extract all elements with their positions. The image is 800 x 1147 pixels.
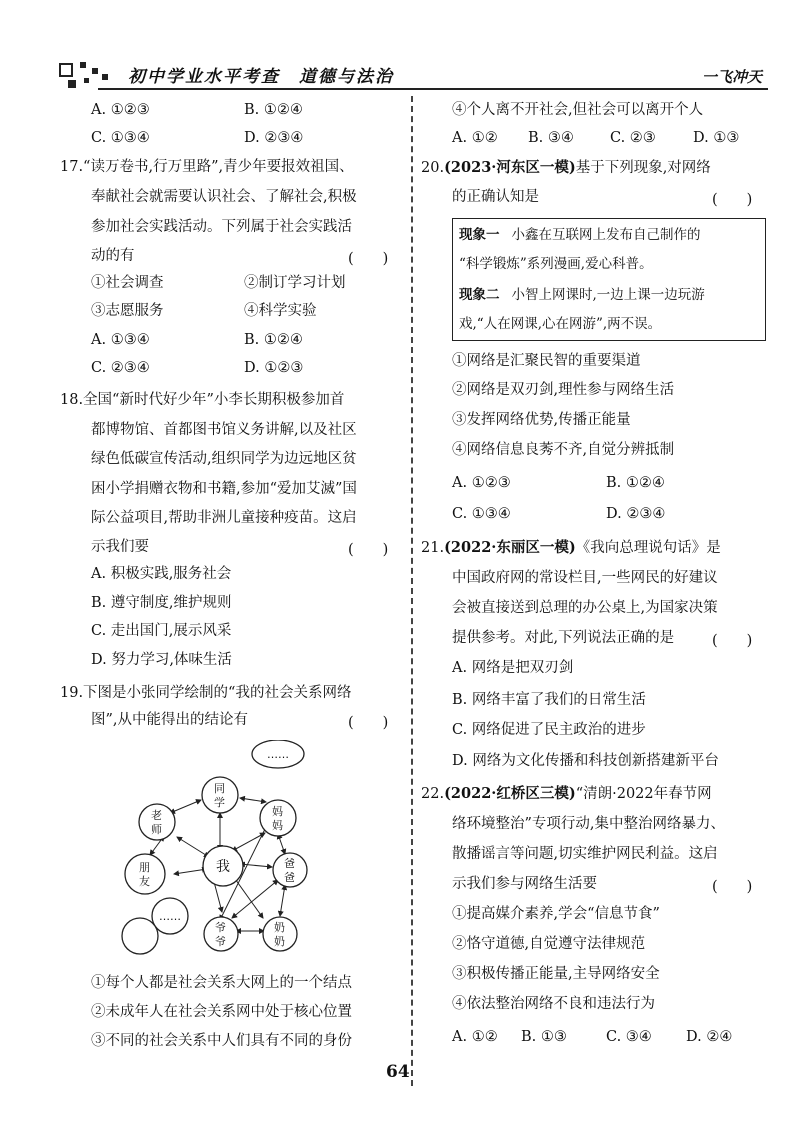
q22-item: ②恪守道德,自觉遵守法律规范 [452,936,646,952]
q19-answer-paren: ( ) [348,715,389,731]
q19-option-c: C. ②③ [610,130,656,146]
q17-line: 奉献社会就需要认识社会、了解社会,积极 [91,189,357,205]
node-friend [125,854,165,894]
q22-answer-paren: ( ) [712,879,753,895]
q22-number: 22. [421,786,445,802]
q19-option-d: D. ①③ [693,130,740,146]
q19-line: 图”,从中能得出的结论有 [91,712,249,728]
q21-option-d: D. 网络为文化传播和科技创新搭建新平台 [452,753,719,769]
q17-line: 17.“读万卷书,行万里路”,青少年要报效祖国、 [60,159,354,175]
q16-option-d: D. ②③④ [244,130,304,146]
diagram-empty-circle [122,918,158,954]
node-label: 友 [139,875,150,888]
q16-option-b: B. ①②④ [244,102,303,118]
q20-line: 的正确认知是 [452,189,539,205]
q22-item: ①提高媒介素养,学会“信息节食” [452,906,660,922]
q21-option-c: C. 网络促进了民主政治的进步 [452,722,646,738]
q21-option-b: B. 网络丰富了我们的日常生活 [452,692,646,708]
q17-option-b: B. ①②④ [244,332,303,348]
q22-line: 示我们参与网络生活要 [452,876,597,892]
node-label: 师 [151,823,162,836]
header-rule [98,88,768,90]
q20-option-a: A. ①②③ [452,475,511,491]
page-number: 64 [386,1062,410,1082]
q20-item: ②网络是双刃剑,理性参与网络生活 [452,382,675,398]
q22-first-line [421,787,712,802]
q20-line: 基于下列现象,对网络 [575,160,711,176]
q20-item: ③发挥网络优势,传播正能量 [452,412,631,428]
q20-p2-line2: 戏,“人在网课,心在网游”,两不误。 [459,316,662,332]
q18-option-a: A. 积极实践,服务社会 [91,566,232,582]
node-label: 奶 [274,921,285,934]
q22-option-b: B. ①③ [521,1029,567,1045]
q20-number: 20. [421,160,445,176]
q19-item: ①每个人都是社会关系大网上的一个结点 [91,975,352,991]
q20-p2-label: 现象二 [459,287,500,303]
q22-option-c: C. ③④ [606,1029,652,1045]
q20-p2-line1 [459,289,705,303]
header-deco-icon [58,58,122,92]
q19-item: ②未成年人在社会关系网中处于核心位置 [91,1004,352,1020]
q17-item: ④科学实验 [244,303,317,319]
q17-option-c: C. ②③④ [91,360,150,376]
node-label: 妈 [272,819,283,832]
page-header [58,54,768,94]
column-divider [411,96,413,1086]
q20-p1-label: 现象一 [459,227,500,243]
q18-line: 示我们要 [91,539,149,555]
node-me-label: 我 [216,859,230,875]
q20-option-b: B. ①②④ [606,475,665,491]
node-label: 奶 [274,935,285,948]
q17-line: 动的有 [91,248,135,264]
q20-item: ④网络信息良莠不齐,自觉分辨抵制 [452,442,675,458]
q17-item: ①社会调查 [91,275,164,291]
q20-first-line [421,161,711,176]
q18-option-c: C. 走出国门,展示风采 [91,623,232,639]
q20-answer-paren: ( ) [712,192,753,208]
q17-answer-paren: ( ) [348,251,389,267]
q21-line: 会被直接送到总理的办公桌上,为国家决策 [452,600,718,616]
q21-source-tag: (2022·东丽区一模) [444,539,576,556]
q21-line: 提供参考。对此,下列说法正确的是 [452,630,675,646]
diagram-ellipsis-left-text: …… [159,910,181,923]
q17-option-d: D. ①②③ [244,360,304,376]
q20-option-c: C. ①③④ [452,506,511,522]
q18-line: 际公益项目,帮助非洲儿童接种疫苗。这启 [91,510,357,526]
q16-option-a: A. ①②③ [91,102,150,118]
q21-line: 《我向总理说句话》是 [575,540,721,556]
node-label: 妈 [272,805,283,818]
social-network-diagram [110,740,340,960]
q18-option-b: B. 遵守制度,维护规则 [91,595,232,611]
q22-item: ③积极传播正能量,主导网络安全 [452,966,660,982]
q17-item: ②制订学习计划 [244,275,346,291]
q19-item-4: ④个人离不开社会,但社会可以离开个人 [452,102,704,118]
q19-option-a: A. ①② [452,130,498,146]
q19-line: 19.下图是小张同学绘制的“我的社会关系网络 [60,685,352,701]
node-label: 爷 [215,935,226,948]
node-label: 爸 [284,871,295,884]
q18-option-d: D. 努力学习,体味生活 [91,652,232,668]
q22-line: 络环境整治”专项行动,集中整治网络暴力、 [452,816,726,832]
q21-line: 中国政府网的常设栏目,一些网民的好建议 [452,570,718,586]
q22-option-a: A. ①② [452,1029,498,1045]
q19-option-b: B. ③④ [528,130,574,146]
q17-option-a: A. ①③④ [91,332,150,348]
node-label: 老 [151,809,162,822]
header-brand: 一飞冲天 [701,68,762,86]
q22-source-tag: (2022·红桥区三模) [444,785,576,802]
node-label: 朋 [139,861,150,874]
q19-item: ③不同的社会关系中人们具有不同的身份 [91,1033,352,1049]
q21-answer-paren: ( ) [712,633,753,649]
q17-item: ③志愿服务 [91,303,164,319]
node-label: 同 [214,782,225,795]
node-label: 爸 [284,857,295,870]
q18-line: 困小学捐赠衣物和书籍,参加“爱加艾滅”国 [91,481,357,497]
header-title: 初中学业水平考查 道德与法治 [128,67,394,87]
q22-line: 散播谣言等问题,切实维护网民利益。这启 [452,846,718,862]
q20-p1-line2: “科学锻炼”系列漫画,爱心科普。 [459,256,653,272]
q22-line: “清朗·2022年春节网 [575,786,712,802]
q20-item: ①网络是汇聚民智的重要渠道 [452,353,641,369]
q21-option-a: A. 网络是把双刃剑 [452,660,574,676]
q20-p1-text: 小鑫在互联网上发布自己制作的 [511,227,701,243]
q17-line: 参加社会实践活动。下列属于社会实践活 [91,219,352,235]
q21-number: 21. [421,540,445,556]
q20-p2-text: 小智上网课时,一边上课一边玩游 [511,287,705,303]
diagram-ellipsis-top-text: …… [267,748,289,761]
q20-phenomena-box [452,218,766,341]
q18-answer-paren: ( ) [348,542,389,558]
q20-p1-line1 [459,229,701,243]
q20-source-tag: (2023·河东区一模) [444,159,576,176]
node-label: 爷 [215,921,226,934]
q20-option-d: D. ②③④ [606,506,666,522]
q22-option-d: D. ②④ [686,1029,733,1045]
q22-item: ④依法整治网络不良和违法行为 [452,996,655,1012]
q18-line: 18.全国“新时代好少年”小李长期积极参加首 [60,392,345,408]
q18-line: 绿色低碳宣传活动,组织同学为边远地区贫 [91,451,357,467]
q16-option-c: C. ①③④ [91,130,150,146]
q18-line: 都博物馆、首都图书馆义务讲解,以及社区 [91,422,357,438]
q21-first-line [421,541,721,556]
node-label: 学 [214,796,225,809]
